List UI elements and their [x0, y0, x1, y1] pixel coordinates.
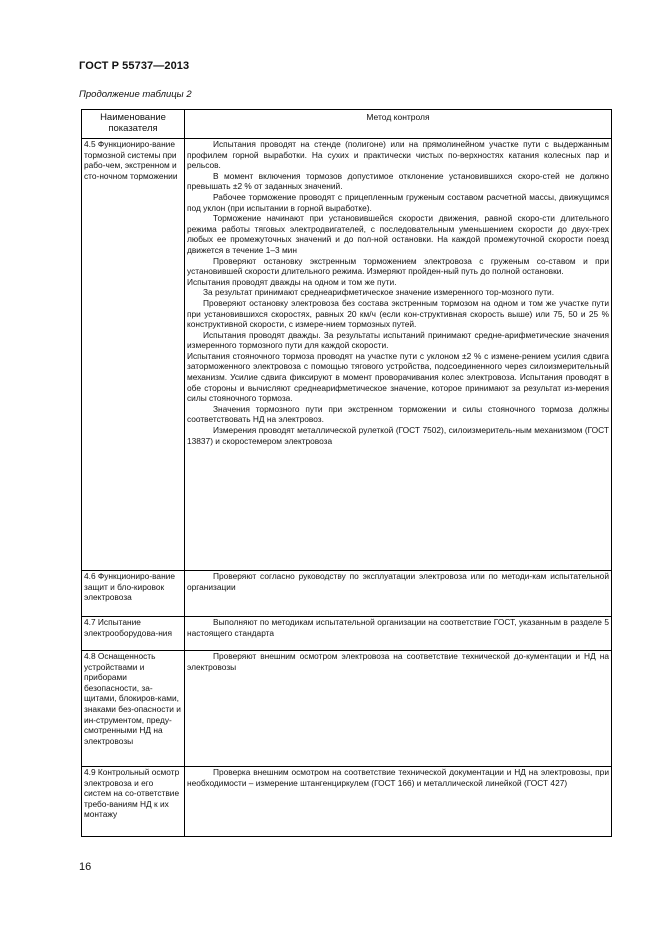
method-paragraph: Испытания проводят дважды на одном и том же пути.	[187, 276, 397, 287]
method-paragraph: Торможение начинают при установившейся скорости движения, равной скоро-сти длительного режима работы тяговых электродвигателей, с последовательным уменьшением скорости до двух-трех любых ее промежуточных значений и до пол-ной остановки. На каждой промежуточной скорости поезд движется в течение 1–3 мин	[187, 213, 609, 255]
indicator-name-cell: 4.9 Контрольный осмотр электровоза и его систем на со-ответствие требо-ваниям НД к их монтажу	[82, 767, 185, 837]
method-paragraph: Проверяют согласно руководству по эксплуатации электровоза или по методи-кам испытательной организации	[187, 571, 609, 592]
column-header-method: Метод контроля	[185, 110, 612, 139]
method-paragraph: За результат принимают среднеарифметическое значение измеренного тор-мозного пути.	[203, 287, 555, 298]
method-cell	[185, 617, 612, 651]
method-paragraph: Испытания стояночного тормоза проводят на участке пути с уклоном ±2 % с измене-рением усилия сдвига заторможенного электровоза с помощью тягового устройства, подсоединенного через силоизмерительный механизм. Усилие сдвига фиксируют в момент проворачивания колес электровоза. Испытания проводят в обе стороны и вычисляют среднеарифметическое значение, которое принимают за результат из-мерения силы стояночного тормоза.	[187, 350, 609, 404]
table-row	[82, 139, 612, 571]
method-paragraph: Испытания проводят на стенде (полигоне) или на прямолинейном участке пути с выдержанным профилем горной выработки. На сухих и практически чистых по-верхностях катания колесных пар и рельсов.	[187, 139, 609, 171]
method-paragraph: Проверяют остановку электровоза без состава экстренным тормозом на одном и том же участке пути при установившихся скоростях, равных 20 км/ч (если кон-структивная скорость выше) или 75, 50 и 25 % конструктивной скорости, с измере-нием тормозных путей.	[187, 297, 609, 330]
method-paragraph: Измерения проводят металлической рулеткой (ГОСТ 7502), силоизмеритель-ным механизмом (ГОСТ 13837) и скоростемером электровоза	[187, 425, 609, 446]
table-header-row	[82, 110, 612, 139]
method-paragraph: Проверка внешним осмотром на соответствие технической документации и НД на электровозы, при необходимости – измерение штангенциркулем (ГОСТ 166) и металлической линейкой (ГОСТ 427)	[187, 767, 609, 788]
column-header-name: Наименование показателя	[82, 110, 185, 139]
table-row	[82, 617, 612, 651]
method-paragraph: В момент включения тормозов допустимое отклонение установившихся скоро-стей не должно превышать ±2 % от заданных значений.	[187, 170, 609, 192]
table-caption: Продолжение таблицы 2	[79, 89, 192, 100]
indicator-name-cell: 4.8 Оснащенность устройствами и приборами безопасности, за-щитами, блокиров-ками, знаками без-опасности и ин-струментом, преду-смотренными НД на электровозы	[82, 651, 185, 767]
method-paragraph: Проверяют внешним осмотром электровоза на соответствие технической до-кументации и НД на электровозы	[187, 651, 609, 672]
method-cell	[185, 767, 612, 837]
indicator-name-cell: 4.6 Функциониро-вание защит и бло-кировок электровоза	[82, 571, 185, 617]
control-methods-table	[81, 109, 612, 837]
method-paragraph: Проверяют остановку экстренным торможением электровоза с груженым со-ставом и при установившей скорости длительного режима. Измеряют пройден-ный путь до полной остановки.	[187, 255, 609, 277]
method-paragraph: Испытания проводят дважды. За результаты испытаний принимают средне-арифметические значения измеренного тормозного пути для каждой скорости.	[187, 329, 609, 351]
method-paragraph: Значения тормозного пути при экстренном торможении и силы стояночного тормоза должны соответствовать НД на электровоз.	[187, 403, 609, 425]
page-number: 16	[79, 861, 92, 873]
table-row	[82, 571, 612, 617]
method-cell	[185, 651, 612, 767]
method-paragraph: Рабочее торможение проводят с прицепленным груженым составом расчетной массы, движущимся под уклон (при испытании в горной выработке).	[187, 191, 609, 213]
method-cell	[185, 139, 612, 571]
indicator-name-cell: 4.5 Функциониро-вание тормозной системы при рабо-чем, экстренном и сто-ночном торможении	[82, 139, 185, 571]
table-row	[82, 651, 612, 767]
indicator-name-cell: 4.7 Испытание электрооборудова-ния	[82, 617, 185, 651]
method-paragraph: Выполняют по методикам испытательной организации на соответствие ГОСТ, указанным в разделе 5 настоящего стандарта	[187, 617, 609, 638]
method-cell	[185, 571, 612, 617]
document-header: ГОСТ Р 55737—2013	[79, 60, 190, 72]
table-row	[82, 767, 612, 837]
